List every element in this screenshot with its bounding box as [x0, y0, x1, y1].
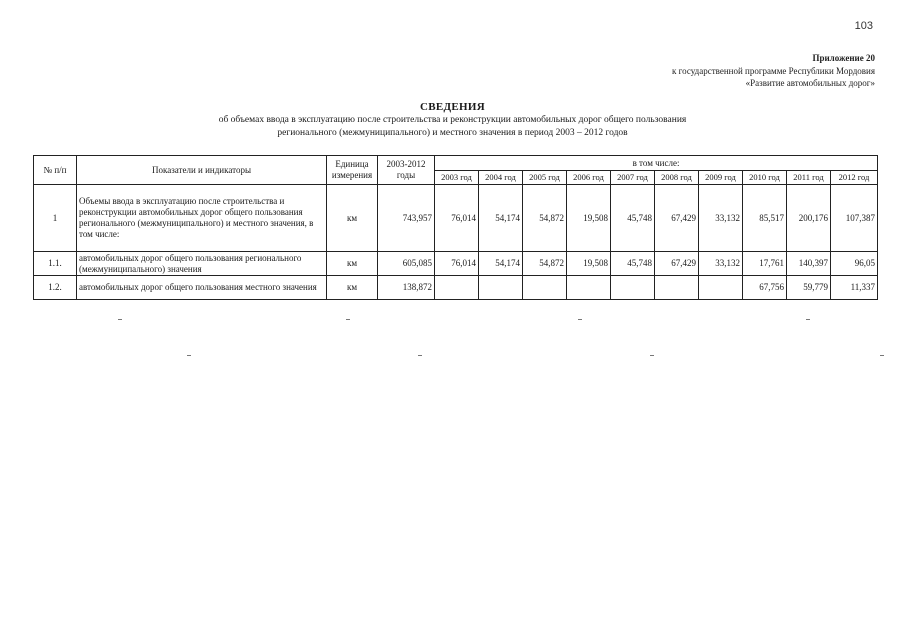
row-year-value: 19,508: [567, 252, 611, 276]
table-row: [34, 276, 878, 300]
row-number: 1: [34, 185, 77, 252]
row-total: 743,957: [378, 185, 435, 252]
header-year: 2005 год: [523, 171, 567, 185]
header-year: 2012 год: [831, 171, 878, 185]
header-year: 2004 год: [479, 171, 523, 185]
scan-speck: [418, 355, 422, 356]
table-row: [34, 185, 878, 252]
header-total: 2003-2012 годы: [378, 156, 435, 185]
row-year-value: [699, 276, 743, 300]
row-year-value: [655, 276, 699, 300]
appendix-title: Приложение 20: [812, 53, 875, 63]
document-subtitle-line-1: об объемах ввода в эксплуатацию после строительства и реконструкции автомобильных дорог общего пользования: [218, 115, 687, 125]
header-year: 2008 год: [655, 171, 699, 185]
header-year: 2006 год: [567, 171, 611, 185]
row-year-value: 85,517: [743, 185, 787, 252]
row-unit: км: [327, 252, 378, 276]
header-number: № п/п: [34, 156, 77, 185]
table-header-row: [34, 156, 878, 171]
row-year-value: 200,176: [787, 185, 831, 252]
row-number: 1.2.: [34, 276, 77, 300]
scan-speck: [118, 319, 122, 320]
row-year-value: [435, 276, 479, 300]
appendix-note: [672, 52, 875, 90]
row-year-value: 33,132: [699, 252, 743, 276]
row-year-value: 67,429: [655, 252, 699, 276]
row-year-value: 59,779: [787, 276, 831, 300]
row-year-value: 17,761: [743, 252, 787, 276]
row-indicator: автомобильных дорог общего пользования регионального (межмуниципального) значения: [77, 252, 327, 276]
row-year-value: 11,337: [831, 276, 878, 300]
scan-speck: [187, 355, 191, 356]
row-year-value: [611, 276, 655, 300]
row-year-value: 67,756: [743, 276, 787, 300]
row-year-value: 33,132: [699, 185, 743, 252]
scan-speck: [880, 355, 884, 356]
row-year-value: [479, 276, 523, 300]
row-year-value: 107,387: [831, 185, 878, 252]
row-year-value: [567, 276, 611, 300]
row-year-value: 54,872: [523, 252, 567, 276]
row-unit: км: [327, 276, 378, 300]
row-year-value: 45,748: [611, 252, 655, 276]
row-total: 138,872: [378, 276, 435, 300]
document-title: СВЕДЕНИЯ: [420, 101, 485, 113]
row-year-value: 54,174: [479, 185, 523, 252]
row-unit: км: [327, 185, 378, 252]
page-number: 103: [854, 20, 873, 32]
row-indicator: автомобильных дорог общего пользования местного значения: [77, 276, 327, 300]
header-including: в том числе:: [435, 156, 878, 171]
scan-speck: [346, 319, 350, 320]
row-year-value: 76,014: [435, 185, 479, 252]
header-year: 2010 год: [743, 171, 787, 185]
appendix-line-1: к государственной программе Республики Мордовия: [672, 65, 875, 76]
document-heading: [0, 101, 905, 139]
header-year: 2003 год: [435, 171, 479, 185]
row-number: 1.1.: [34, 252, 77, 276]
scan-speck: [578, 319, 582, 320]
row-year-value: [523, 276, 567, 300]
row-year-value: 96,05: [831, 252, 878, 276]
header-indicator: Показатели и индикаторы: [77, 156, 327, 185]
row-year-value: 19,508: [567, 185, 611, 252]
row-total: 605,085: [378, 252, 435, 276]
table-row: [34, 252, 878, 276]
header-year: 2007 год: [611, 171, 655, 185]
row-indicator: Объемы ввода в эксплуатацию после строительства и реконструкции автомобильных дорог общего пользования регионального (межмуниципального) и местного значения, в том числе:: [77, 185, 327, 252]
row-year-value: 54,872: [523, 185, 567, 252]
row-year-value: 54,174: [479, 252, 523, 276]
row-year-value: 67,429: [655, 185, 699, 252]
scan-speck: [806, 319, 810, 320]
appendix-line-2: «Развитие автомобильных дорог»: [745, 78, 875, 88]
header-year: 2009 год: [699, 171, 743, 185]
row-year-value: 76,014: [435, 252, 479, 276]
scan-speck: [650, 355, 654, 356]
header-year: 2011 год: [787, 171, 831, 185]
row-year-value: 140,397: [787, 252, 831, 276]
header-unit: Единица измерения: [327, 156, 378, 185]
document-subtitle-line-2: регионального (межмуниципального) и местного значения в период 2003 – 2012 годов: [277, 127, 628, 138]
row-year-value: 45,748: [611, 185, 655, 252]
data-table: [33, 155, 878, 300]
